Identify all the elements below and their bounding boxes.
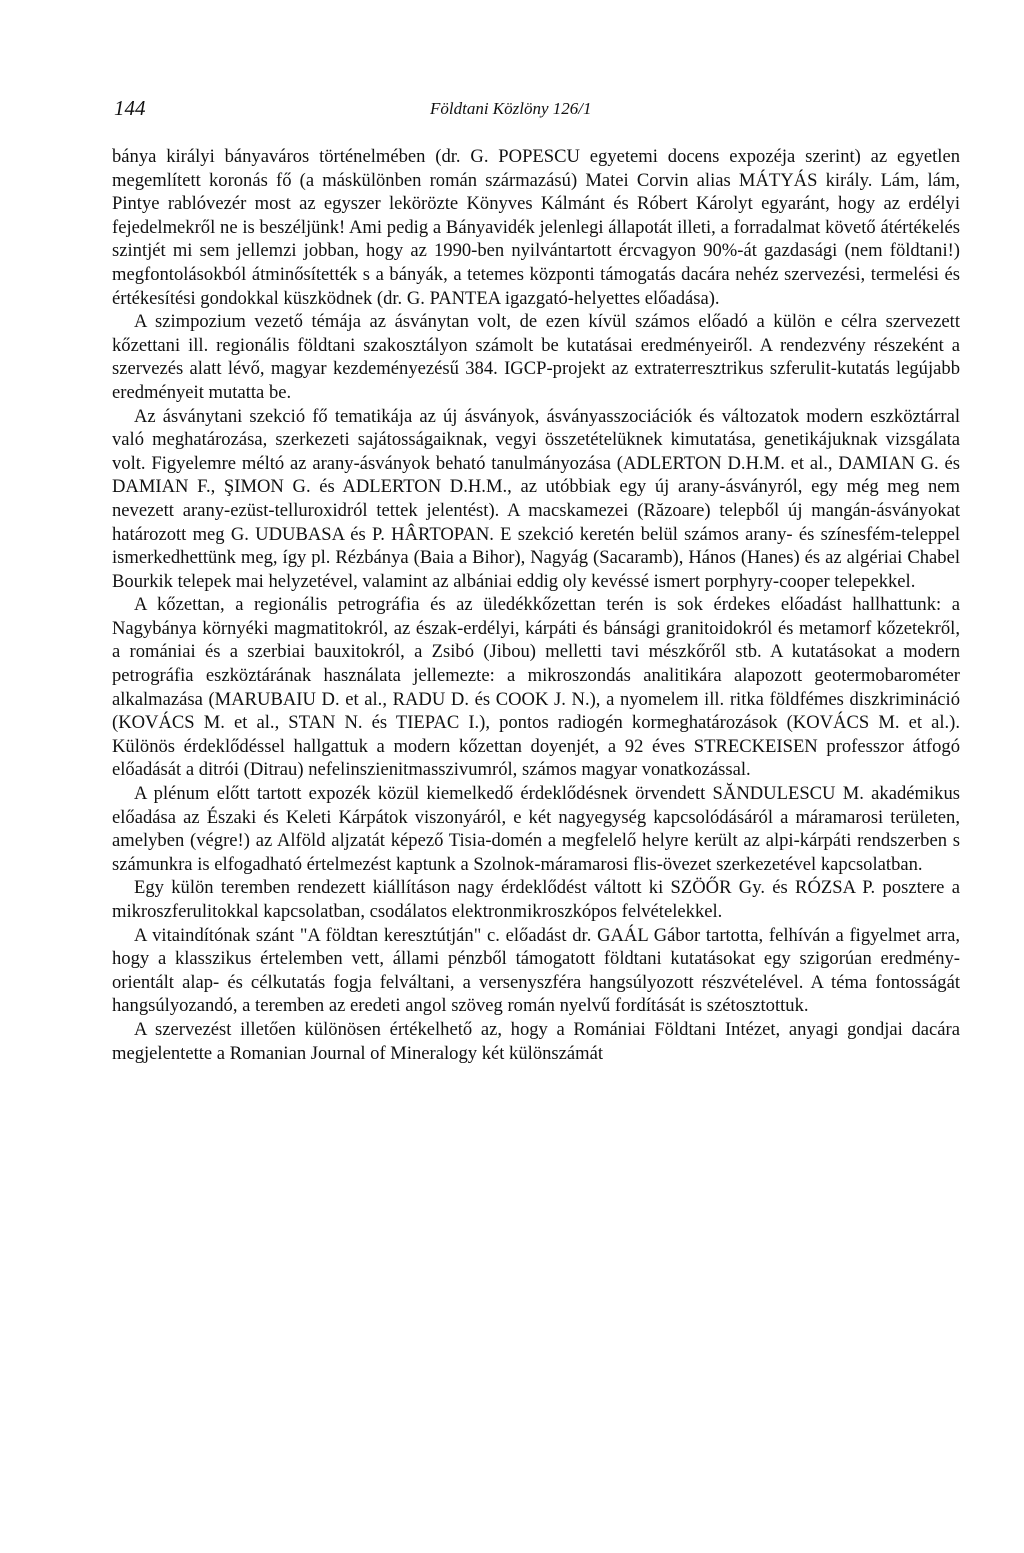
paragraph-organization: A szervezést illetően különösen értékelhető az, hogy a Romániai Földtani Intézet, anyagi gondjai dacára megjelentette a Romanian Journal of Mineralogy két különszámát bbox=[112, 1018, 960, 1064]
paragraph-keynote: A vitaindítónak szánt "A földtan keresztútján" c. előadást dr. GAÁL Gábor tartotta, felhíván a figyelmet arra, hogy a klasszikus értelemben vett, állami pénzből támogatott földtani kutatásokat egy szigorúan eredmény-orientált alap- és célkutatás fogja felváltani, a versenyszféra hangsúlyozott részvételével. A téma fontosságát hangsúlyozandó, a teremben az eredeti angol szöveg román nyelvű fordítását is szétosztottuk. bbox=[112, 924, 960, 1017]
paragraph-petrology: A kőzettan, a regionális petrográfia és az üledékkőzettan terén is sok érdekes előadást hallhattunk: a Nagybánya környéki magmatitokról, az észak-erdélyi, kárpáti és bánsági granitoidokról és metamorf kőzetekről, a romániai és a szerbiai bauxitokról, a Zsibó (Jibou) melletti tavi mészkőről stb. A kutatásokat a modern petrográfia eszköztárának használata jellemezte: a mikroszondás analitikára alapozott geotermobarométer alkalmazása (MARUBAIU D. et al., RADU D. és COOK J. N.), a nyomelem ill. ritka földfémes diszkrimináció (KOVÁCS M. et al., STAN N. és TIEPAC I.), pontos radiogén kormeghatározások (KOVÁCS M. et al.). Különös érdeklődéssel hallgattuk a modern kőzettan doyenjét, a 92 éves STRECKEISEN professzor átfogó előadását a ditrói (Ditrau) nefelinszienitmasszivumról, számos magyar vonatkozással. bbox=[112, 594, 960, 781]
running-header bbox=[112, 96, 960, 136]
page-number: 144 bbox=[114, 96, 146, 120]
journal-title: Földtani Közlöny 126/1 bbox=[430, 99, 592, 118]
paragraph-plenary: A plénum előtt tartott expozék közül kiemelkedő érdeklődésnek örvendett SĂNDULESCU M. akadémikus előadása az Északi és Keleti Kárpátok viszonyáról, e két nagyegység kapcsolódásáról a máramarosi területen, amelyben (végre!) az Alföld aljzatát képező Tisia-domén a megfelelő helyre került az alpi-kárpáti rendszerben s számunkra is elfogadható értelmezést kaptunk a Szolnok-máramarosi flis-övezet szerkezetével kapcsolatban. bbox=[112, 783, 960, 875]
paragraph-exhibition: Egy külön teremben rendezett kiállításon nagy érdeklődést váltott ki SZÖŐR Gy. és RÓZSA P. posztere a mikroszferulitokkal kapcsolatban, csodálatos elektronmikroszkópos felvételekkel. bbox=[112, 877, 960, 922]
document-page bbox=[112, 96, 960, 1065]
body-text bbox=[112, 145, 960, 1065]
paragraph-continued: bánya királyi bányaváros történelmében (dr. G. POPESCU egyetemi docens expozéja szerint) az egyetlen megemlített koronás fő (a máskülönben román származású) Matei Corvin alias MÁTYÁS király. Lám, lám, Pintye rablóvezér most az egyszer lekörözte Könyves Kálmánt és Róbert Károlyt egyaránt, hogy az erdélyi fejedelmekről ne is beszéljünk! Ami pedig a Bányavidék jelenlegi állapotát illeti, a forradalmat követő átértékelés szintjét mi sem jellemzi jobban, hogy az 1990-ben nyilvántartott ércvagyon 90%-át gazdasági (nem földtani!) megfontolásokból átminősítették s a bányák, a tetemes központi támogatás dacára nehéz szervezési, termelési és értékesítési gondokkal küszködnek (dr. G. PANTEA igazgató-helyettes előadása). bbox=[112, 146, 960, 309]
paragraph-mineralogy-section: Az ásványtani szekció fő tematikája az új ásványok, ásványasszociációk és változatok modern eszköztárral való meghatározása, szerkezeti sajátosságaiknak, vegyi összetételüknek kimutatása, genetikájuknak vizsgálata volt. Figyelemre méltó az arany-ásványok beható tanulmányozása (ADLERTON D.H.M. et al., DAMIAN G. és DAMIAN F., ŞIMON G. és ADLERTON D.H.M., az utóbbiak egy új arany-ásványról, egy még meg nem nevezett arany-ezüst-telluroxidról tettek jelentést). A macskamezei (Răzoare) telepből új mangán-ásványokat határozott meg G. UDUBASA és P. HÂRTOPAN. E szekció keretén belül számos arany- és színesfém-teleppel ismerkedhettünk meg, így pl. Rézbánya (Baia a Bihor), Nagyág (Sacaramb), Hános (Hanes) és az algériai Chabel Bourkik telepek mai helyzetével, valamint az albániai eddig oly kevéssé ismert porphyry-cooper telepekkel. bbox=[112, 405, 960, 592]
paragraph-symposium-theme: A szimpozium vezető témája az ásványtan volt, de ezen kívül számos előadó a külön e célra szervezett kőzettani ill. regionális földtani szakosztályon számolt be kutatásai eredményeiről. A rendezvény részeként a szervezés alatt lévő, magyar kezdeményezésű 384. IGCP-projekt az extraterresztrikus szferulit-kutatás legújabb eredményeit mutatta be. bbox=[112, 311, 960, 403]
